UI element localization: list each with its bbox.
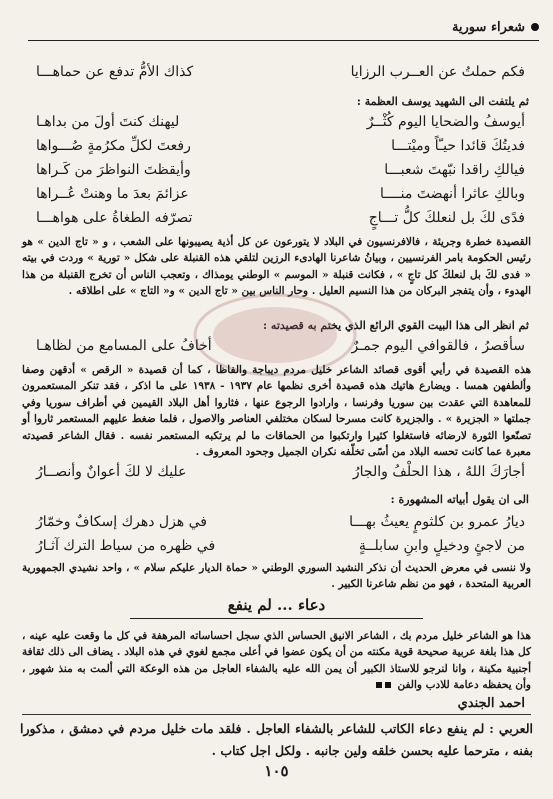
section-title: دعاء ... لم ينفع [227,596,326,614]
closing-paragraph-text: هذا هو الشاعر خليل مردم بك ، الشاعر الانيق الحساس الذي سجل احساساته المرهفة في كل ما وقعت عليه عينه ، كل هذا بلغة عربية صحيحة قوية مكنته من أن يكون عضوا في أعلى مجمع لغوي في هذه البلاد . يضاف الى ذلك ثقافة أجنبية مكينة ، وانا لنرجو للاستاذ الكبير أن يمن الله عليه بالشفاء العاجل من هذه الوعكة التي ألمت به منذ شهور ، وأن يحفظه دعامة للادب والفن [22,630,531,692]
header-bullet [531,23,539,31]
running-header [28,14,539,41]
verse-second-hemistich: ليهنك كنتَ أولَ من بداهـا [36,114,180,130]
verse-first-hemistich: أيوسفُ والضحايا اليوم كُثْــرٌ [366,114,525,130]
verse-line [36,160,525,180]
verse-second-hemistich: رفعتَ لكلِّ مكرُمةٍ صُـــواها [36,138,191,154]
verse-line [36,112,525,132]
verse-line [36,462,525,482]
author-name: احمد الجندي [457,696,525,711]
verse-first-hemistich: وبالكِ عاثرا أنهضتَ منــــا [380,186,525,202]
verse-second-hemistich: عزائمَ بعدَ ما وهنتْ عُــراها [36,186,189,202]
verse-second-hemistich: أخافُ على المسامع من لظاهـا [36,338,212,354]
verse-second-hemistich: كذاك الأمُّ تدفع عن حماهـــا [36,64,194,80]
verse-line [36,512,525,532]
verse-second-hemistich: في ظهره من سياط الترك آثـارُ [36,538,216,554]
closing-paragraph [22,628,531,694]
verse-line [36,208,525,228]
verse-first-hemistich: فدًى لكَ بل لنعلكَ كلُّ تـــاجٍ [368,210,525,226]
intro-line: ثم انظر الى هذا البيت القوي الرائع الذي يختم به قصيدته : [263,319,529,332]
header-title: شعراء سورية [451,19,525,35]
commentary-paragraph: القصيدة خطرة وجريئة ، فالافرنسيون في البلاد لا يتورعون عن كل أذية يصيبونها على الشعب ، و « تاج الدين » هو رئيس الحكومة بامر الفرنسيين ، وبيانُ شاعرنا الهادىء الرزين لتلقي هذه القنبلة على شكل « تورية » وردت في بيته « فدى لكَ بل لنعلكَ كل تاجٍ » ، فكانت قنبلة « الموسم » الوطني يومذاك ، وتعجب الناس أن تخرج القنبلة من هذا الهدوء ، وأن يتفجر البركان من هذا النسيم العليل . وحار الناس بين « تاج الدين » و« التاج » على اطلاقه . [22,236,531,298]
end-square-icon [376,682,382,688]
verse-first-hemistich: فديتُكَ قائدا حيـّاً وميْتـــا [391,138,525,154]
verse-second-hemistich: تصرّفه الطغاةُ على هواهـــا [36,210,193,226]
verse-second-hemistich: وأيقظتَ النواظرَ من كَـراها [36,162,191,178]
verse-second-hemistich: عليك لا لكَ أعوانٌ وأنصــارُ [36,464,187,480]
verse-first-hemistich: سأقصرُ ، فالقوافي اليوم جمـرٌ [351,338,525,354]
commentary-paragraph: هذه القصيدة في رأيي أقوى قصائد الشاعر خليل مردم ديباجة والفاظا ، كما أن قصيدة « الرقص » أدقهن وصفا وألطفهن همسا . ويضارع هاتيك هذه قصيدة أخرى نظمها عام ١٩٣٧ - ١٩٣٨ على ما اذكر ، فقد تنكر المستعمرون للمعاهدة التي عقدت بين سوريا وفرنسا ، وارادوا الرجوع عنها ، فثاروا أهل البلاد القيمين في أطراف سوريا وفي جملتها « الجزيرة » . والجزيرة كانت مسرحا لسكان مختلفي العناصر والاصول ، فلما ضغط عليهم المستعمر ثاروا أو تصنّعوا الثورة لارضائه فاستغلوا كثيرا وارتكبوا من الحماقات ما لم يرتكبه المستعمر نفسه . فقال الشاعر قصيدته معبرة عما كانت تحسه البلاد من أسًى تخلّفه نكران الجميل وجحود المعروف . [22,364,532,459]
intro-line: ثم يلتفت الى الشهيد يوسف العظمة : [356,95,529,108]
verse-first-hemistich: من لاجئٍ ودخيلٍ وابنِ سابلــةٍ [358,538,525,554]
verse-second-hemistich: في هزل دهرك إسكافٌ وخمّارُ [36,514,207,530]
end-square-icon [385,682,391,688]
page-number: ١٠٥ [264,762,289,780]
verse-line [36,62,525,82]
verse-first-hemistich: فكم حملتُ عن العــرب الرزايا [350,64,525,80]
verse-first-hemistich: أجارَكَ اللهُ ، هذا الحلْفُ والجارُ [352,464,525,480]
section-title-underline [130,618,423,619]
commentary-paragraph: ولا ننسى في معرض الحديث أن نذكر النشيد السوري الوطني « حماة الديار عليكم سلام » ، واحد نشيدي الجمهورية العربية المتحدة ، فهو من نظم شاعرنا الكبير . [22,562,531,591]
section-divider [22,714,531,715]
verse-line [36,184,525,204]
editor-note: العربي : لم ينفع دعاء الكاتب للشاعر بالشفاء العاجل . فلقد مات خليل مردم في دمشق ، مذكورا بفنه ، مترحما عليه بحسن خلقه ولين جانبه . ولكل اجل كتاب . [20,721,533,758]
verse-first-hemistich: فيالكِ راقدا نبّهتَ شعبـــا [384,162,525,178]
intro-line: الى ان يقول أبياته المشهورة : [390,493,529,506]
verse-line [36,136,525,156]
verse-line [36,536,525,556]
verse-first-hemistich: ديارُ عمرو بن كلثومٍ يعيثُ بهـــا [349,514,525,530]
